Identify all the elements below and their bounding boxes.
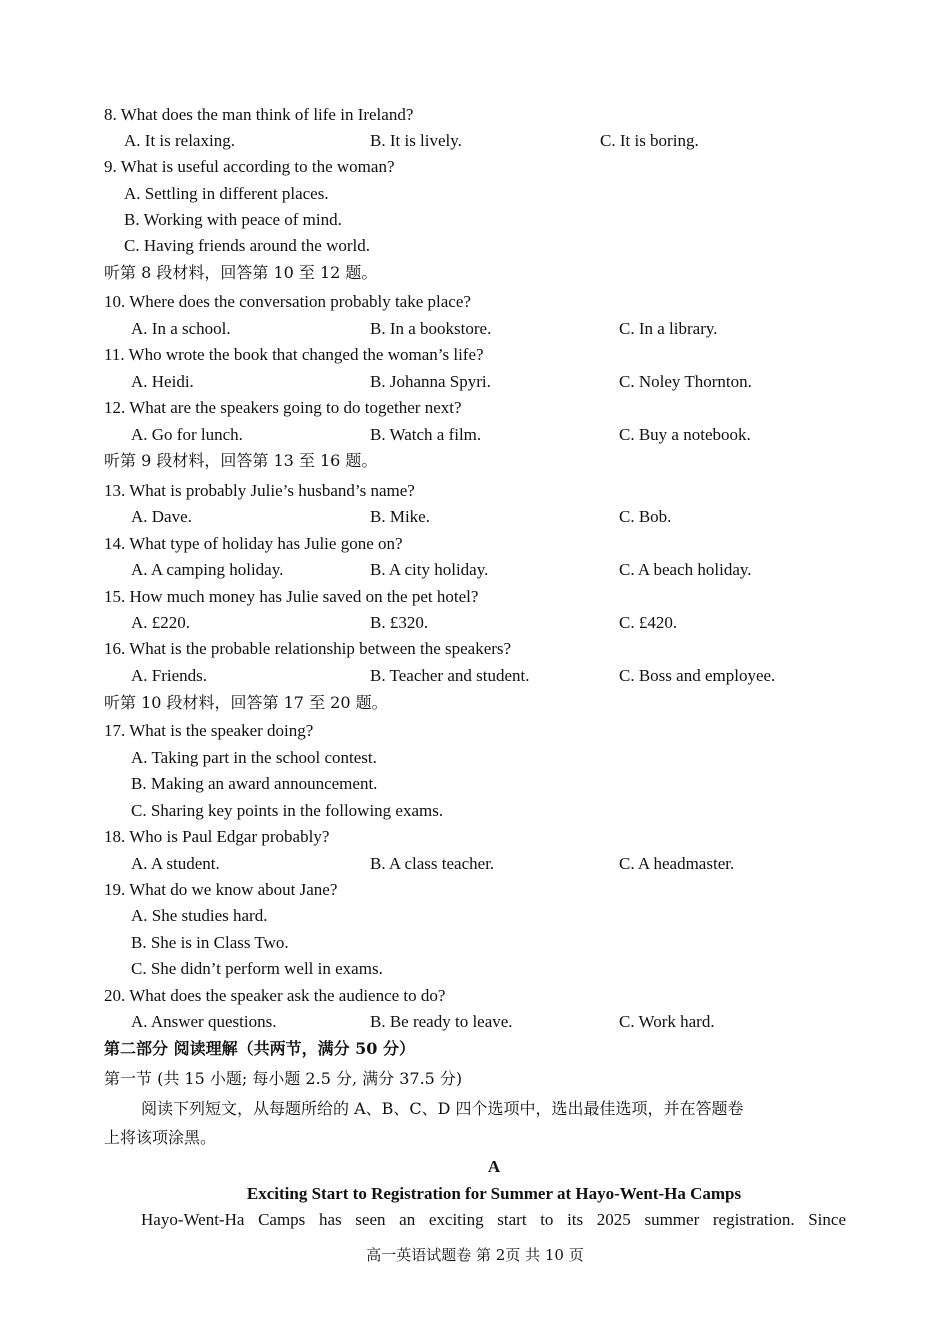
question-15-option-b: B. £320. <box>370 613 429 632</box>
question-11-option-b: B. Johanna Spyri. <box>370 372 491 391</box>
question-12-option-c: C. Buy a notebook. <box>619 425 751 444</box>
question-20-options <box>131 1012 871 1032</box>
question-13-option-a: A. Dave. <box>131 507 192 526</box>
question-10-option-a: A. In a school. <box>131 319 231 338</box>
page-footer: 高一英语试题卷 第 2页 共 10 页 <box>366 1246 584 1264</box>
reading-instruction-line-1: 阅读下列短文，从每题所给的 A、B、C、D 四个选项中，选出最佳选项，并在答题卷 <box>141 1099 744 1118</box>
question-18-option-c: C. A headmaster. <box>619 854 735 873</box>
question-17-option-c: C. Sharing key points in the following exams. <box>131 801 444 820</box>
question-11-option-c: C. Noley Thornton. <box>619 372 752 391</box>
question-13-options <box>131 507 871 527</box>
section-8-instruction: 听第 8 段材料，回答第 10 至 12 题。 <box>104 263 378 282</box>
question-15-options <box>131 613 871 633</box>
question-11-option-a: A. Heidi. <box>131 372 194 391</box>
question-12-option-a: A. Go for lunch. <box>131 425 243 444</box>
question-19-option-b: B. She is in Class Two. <box>131 933 289 952</box>
question-15-option-a: A. £220. <box>131 613 191 632</box>
passage-first-line: Hayo-Went-Ha Camps has seen an exciting start to its 2025 summer registration. Since <box>141 1210 846 1229</box>
question-20-option-c: C. Work hard. <box>619 1012 715 1031</box>
reading-instruction-line-2: 上将该项涂黑。 <box>104 1128 217 1147</box>
question-14-option-c: C. A beach holiday. <box>619 560 752 579</box>
question-9-option-c: C. Having friends around the world. <box>124 236 370 255</box>
question-17-option-a: A. Taking part in the school contest. <box>131 748 377 767</box>
question-16-option-b: B. Teacher and student. <box>370 666 530 685</box>
question-8-options <box>124 131 884 151</box>
question-8-stem: 8. What does the man think of life in Ireland? <box>104 105 414 124</box>
question-20-stem: 20. What does the speaker ask the audience to do? <box>104 986 446 1005</box>
question-10-options <box>131 319 871 339</box>
question-12-options <box>131 425 871 445</box>
question-15-option-c: C. £420. <box>619 613 678 632</box>
question-13-option-c: C. Bob. <box>619 507 672 526</box>
question-15-stem: 15. How much money has Julie saved on the pet hotel? <box>104 587 479 606</box>
question-8-option-c: C. It is boring. <box>600 131 699 150</box>
question-13-option-b: B. Mike. <box>370 507 430 526</box>
question-14-option-a: A. A camping holiday. <box>131 560 284 579</box>
question-16-stem: 16. What is the probable relationship between the speakers? <box>104 639 512 658</box>
question-19-stem: 19. What do we know about Jane? <box>104 880 338 899</box>
question-10-option-c: C. In a library. <box>619 319 718 338</box>
question-12-stem: 12. What are the speakers going to do together next? <box>104 398 462 417</box>
question-19-option-a: A. She studies hard. <box>131 906 268 925</box>
question-9-stem: 9. What is useful according to the woman? <box>104 157 395 176</box>
question-16-option-a: A. Friends. <box>131 666 208 685</box>
question-18-options <box>131 854 871 874</box>
question-11-options <box>131 372 871 392</box>
question-8-option-a: A. It is relaxing. <box>124 131 235 150</box>
passage-title: Exciting Start to Registration for Summer at Hayo-Went-Ha Camps <box>246 1184 742 1203</box>
question-12-option-b: B. Watch a film. <box>370 425 482 444</box>
question-17-option-b: B. Making an award announcement. <box>131 774 378 793</box>
question-10-option-b: B. In a bookstore. <box>370 319 492 338</box>
question-9-option-a: A. Settling in different places. <box>124 184 329 203</box>
question-16-option-c: C. Boss and employee. <box>619 666 776 685</box>
question-19-option-c: C. She didn’t perform well in exams. <box>131 959 383 978</box>
question-14-option-b: B. A city holiday. <box>370 560 489 579</box>
question-20-option-b: B. Be ready to leave. <box>370 1012 513 1031</box>
question-9-option-b: B. Working with peace of mind. <box>124 210 342 229</box>
section-9-instruction: 听第 9 段材料，回答第 13 至 16 题。 <box>104 451 378 470</box>
question-11-stem: 11. Who wrote the book that changed the woman’s life? <box>104 345 484 364</box>
question-18-option-b: B. A class teacher. <box>370 854 495 873</box>
section-10-instruction: 听第 10 段材料，回答第 17 至 20 题。 <box>104 693 388 712</box>
question-16-options <box>131 666 871 686</box>
passage-letter: A <box>487 1157 501 1176</box>
question-17-stem: 17. What is the speaker doing? <box>104 721 314 740</box>
question-13-stem: 13. What is probably Julie’s husband’s name? <box>104 481 415 500</box>
question-14-options <box>131 560 871 580</box>
reading-part-title: 第二部分 阅读理解（共两节，满分 50 分） <box>104 1039 415 1058</box>
question-20-option-a: A. Answer questions. <box>131 1012 277 1031</box>
question-10-stem: 10. Where does the conversation probably take place? <box>104 292 471 311</box>
question-8-option-b: B. It is lively. <box>370 131 462 150</box>
question-18-stem: 18. Who is Paul Edgar probably? <box>104 827 330 846</box>
question-14-stem: 14. What type of holiday has Julie gone on? <box>104 534 403 553</box>
question-18-option-a: A. A student. <box>131 854 220 873</box>
reading-section-title: 第一节 (共 15 小题; 每小题 2.5 分, 满分 37.5 分) <box>104 1069 463 1088</box>
